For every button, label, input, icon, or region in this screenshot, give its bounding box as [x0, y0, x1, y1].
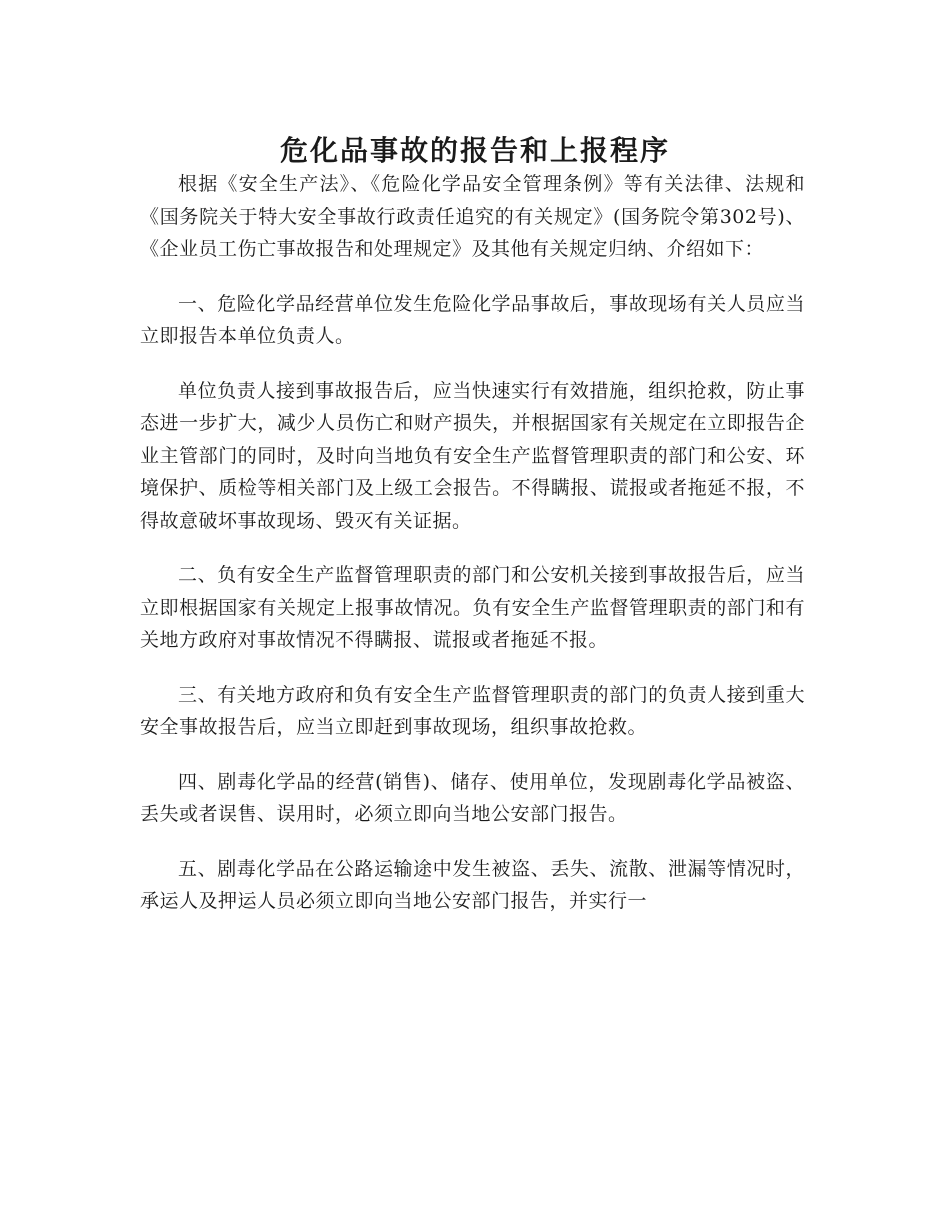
document-title: 危化品事故的报告和上报程序 — [279, 133, 670, 167]
paragraph-5: 五、剧毒化学品在公路运输途中发生被盗、丢失、流散、泄漏等情况时，承运人及押运人员必须立即向当地公安部门报告，并实行一 — [140, 857, 805, 912]
paragraph-2: 二、负有安全生产监督管理职责的部门和公安机关接到事故报告后，应当立即根据国家有关规定上报事故情况。负有安全生产监督管理职责的部门和有关地方政府对事故情况不得瞒报、谎报或者拖延不报。 — [140, 564, 805, 651]
paragraph-4: 四、剧毒化学品的经营(销售)、储存、使用单位，发现剧毒化学品被盗、丢失或者误售、误用时，必须立即向当地公安部门报告。 — [140, 770, 805, 825]
document-body — [140, 168, 805, 940]
paragraph-1-detail: 单位负责人接到事故报告后，应当快速实行有效措施，组织抢救，防止事态进一步扩大，减少人员伤亡和财产损失，并根据国家有关规定在立即报告企业主管部门的同时，及时向当地负有安全生产监督管理职责的部门和公安、环境保护、质检等相关部门及上级工会报告。不得瞒报、谎报或者拖延不报，不得故意破坏事故现场、毁灭有关证据。 — [140, 379, 805, 532]
paragraph-intro: 根据《安全生产法》、《危险化学品安全管理条例》等有关法律、法规和《国务院关于特大安全事故行政责任追究的有关规定》(国务院令第302号)、《企业员工伤亡事故报告和处理规定》及其他有关规定归纳、介绍如下： — [140, 173, 805, 260]
paragraph-3: 三、有关地方政府和负有安全生产监督管理职责的部门的负责人接到重大安全事故报告后，应当立即赶到事故现场，组织事故抢救。 — [140, 683, 805, 738]
paragraph-1: 一、危险化学品经营单位发生危险化学品事故后，事故现场有关人员应当立即报告本单位负责人。 — [140, 292, 805, 347]
